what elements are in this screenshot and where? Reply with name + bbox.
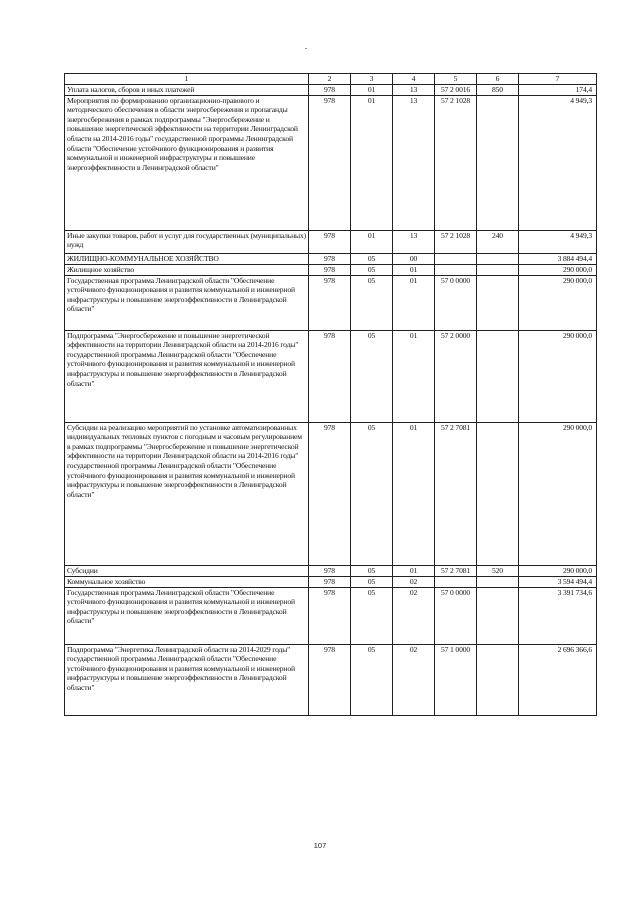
cell-ministry-code: 978 [309, 565, 351, 576]
cell-amount: 290 000,0 [519, 330, 597, 422]
row-name: Государственная программа Ленинградской области "Обеспечение устойчивого функционирования и развития коммунальной и инженерной инфраструктуры и повышение энергоэффективности в Ленинградской области" [65, 587, 309, 644]
row-name: Субсидии на реализацию мероприятий по установке автоматизированных индивидуальных тепловых пунктов с погодным и часовым регулированием в рамках подпрограммы "Энергосбережение и повышение энергетической эффективности на территории Ленинградской области на 2014-2016 годы" государственной программы Ленинградской области "Обеспечение устойчивого функционирования и развития коммунальной и инженерной инфраструктуры и повышение энергоэффективности в Ленинградской области" [65, 422, 309, 565]
row-name: Иные закупки товаров, работ и услуг для государственных (муниципальных) нужд [65, 230, 309, 253]
cell-subsection: 13 [393, 95, 435, 230]
cell-subsection: 01 [393, 264, 435, 275]
table-row [65, 275, 597, 330]
cell-expense-type [477, 95, 519, 230]
cell-ministry-code: 978 [309, 422, 351, 565]
cell-expense-type [477, 275, 519, 330]
row-name: Жилищное хозяйство [65, 264, 309, 275]
cell-ministry-code: 978 [309, 644, 351, 715]
column-number: 4 [393, 74, 435, 85]
cell-amount: 290 000,0 [519, 264, 597, 275]
cell-subsection: 13 [393, 230, 435, 253]
cell-subsection: 02 [393, 587, 435, 644]
column-number-row [65, 74, 597, 85]
cell-amount: 290 000,0 [519, 275, 597, 330]
cell-ministry-code: 978 [309, 330, 351, 422]
cell-expense-type: 520 [477, 565, 519, 576]
table-row [65, 587, 597, 644]
cell-target-article: 57 2 0016 [435, 84, 477, 95]
cell-expense-type [477, 330, 519, 422]
column-number: 6 [477, 74, 519, 85]
cell-expense-type [477, 253, 519, 264]
cell-subsection: 02 [393, 576, 435, 587]
row-name: Подпрограмма "Энергосбережение и повышение энергетической эффективности на территории Ленинградской области на 2014-2016 годы" государственной программы Ленинградской области "Обеспечение устойчивого функционирования и развития коммунальной и инженерной инфраструктуры и повышение энергоэффективности в Ленинградской области" [65, 330, 309, 422]
table-row [65, 95, 597, 230]
table-row [65, 264, 597, 275]
table-row [65, 422, 597, 565]
cell-subsection: 01 [393, 565, 435, 576]
column-number: 7 [519, 74, 597, 85]
cell-amount: 3 391 734,6 [519, 587, 597, 644]
cell-target-article: 57 2 1028 [435, 95, 477, 230]
cell-amount: 290 000,0 [519, 565, 597, 576]
row-name: Коммунальное хозяйство [65, 576, 309, 587]
cell-section: 05 [351, 422, 393, 565]
table-row [65, 330, 597, 422]
cell-target-article: 57 2 7081 [435, 422, 477, 565]
row-name: Уплата налогов, сборов и иных платежей [65, 84, 309, 95]
cell-target-article: 57 0 0000 [435, 587, 477, 644]
row-name: ЖИЛИЩНО-КОММУНАЛЬНОЕ ХОЗЯЙСТВО [65, 253, 309, 264]
cell-ministry-code: 978 [309, 587, 351, 644]
cell-target-article [435, 576, 477, 587]
column-number: 2 [309, 74, 351, 85]
cell-subsection: 01 [393, 275, 435, 330]
cell-expense-type: 240 [477, 230, 519, 253]
cell-ministry-code: 978 [309, 576, 351, 587]
column-number: 1 [65, 74, 309, 85]
cell-target-article [435, 253, 477, 264]
column-number: 5 [435, 74, 477, 85]
budget-table [64, 73, 597, 716]
cell-expense-type [477, 587, 519, 644]
cell-amount: 3 884 494,4 [519, 253, 597, 264]
cell-expense-type [477, 422, 519, 565]
cell-subsection: 00 [393, 253, 435, 264]
cell-ministry-code: 978 [309, 264, 351, 275]
cell-section: 05 [351, 330, 393, 422]
cell-section: 01 [351, 230, 393, 253]
cell-section: 05 [351, 644, 393, 715]
cell-section: 05 [351, 576, 393, 587]
cell-section: 05 [351, 253, 393, 264]
cell-expense-type [477, 644, 519, 715]
cell-target-article: 57 2 0000 [435, 330, 477, 422]
row-name: Субсидии [65, 565, 309, 576]
cell-section: 05 [351, 565, 393, 576]
cell-target-article: 57 1 0000 [435, 644, 477, 715]
cell-amount: 290 000,0 [519, 422, 597, 565]
scan-speck [305, 48, 307, 49]
table-row [65, 644, 597, 715]
cell-amount: 4 949,3 [519, 230, 597, 253]
cell-subsection: 13 [393, 84, 435, 95]
cell-section: 05 [351, 587, 393, 644]
table-row [65, 576, 597, 587]
cell-subsection: 02 [393, 644, 435, 715]
cell-target-article: 57 2 1028 [435, 230, 477, 253]
cell-expense-type [477, 576, 519, 587]
table-row [65, 565, 597, 576]
cell-section: 05 [351, 275, 393, 330]
cell-ministry-code: 978 [309, 253, 351, 264]
row-name: Мероприятия по формированию организационно-правового и методического обеспечения в области энергосбережения и пропаганды энергосбережения в рамках подпрограммы "Энергосбережение и повышение энергетической эффективности на территории Ленинградской области на 2014-2016 годы" государственной программы Ленинградской области "Обеспечение устойчивого функционирования и развития коммунальной и инженерной инфраструктуры и повышение энергоэффективности в Ленинградской области" [65, 95, 309, 230]
row-name: Подпрограмма "Энергетика Ленинградской области на 2014-2029 годы" государственной программы Ленинградской области "Обеспечение устойчивого функционирования и развития коммунальной и инженерной инфраструктуры и повышение энергоэффективности в Ленинградской области" [65, 644, 309, 715]
cell-amount: 174,4 [519, 84, 597, 95]
cell-target-article: 57 2 7081 [435, 565, 477, 576]
cell-ministry-code: 978 [309, 230, 351, 253]
column-number: 3 [351, 74, 393, 85]
cell-amount: 4 949,3 [519, 95, 597, 230]
cell-target-article: 57 0 0000 [435, 275, 477, 330]
table-row [65, 253, 597, 264]
cell-target-article [435, 264, 477, 275]
page-number: 107 [313, 841, 327, 850]
row-name: Государственная программа Ленинградской области "Обеспечение устойчивого функционирования и развития коммунальной и инженерной инфраструктуры и повышение энергоэффективности в Ленинградской области" [65, 275, 309, 330]
cell-amount: 2 696 366,6 [519, 644, 597, 715]
cell-ministry-code: 978 [309, 275, 351, 330]
table-row [65, 84, 597, 95]
cell-ministry-code: 978 [309, 95, 351, 230]
cell-section: 01 [351, 84, 393, 95]
cell-expense-type [477, 264, 519, 275]
cell-subsection: 01 [393, 330, 435, 422]
cell-ministry-code: 978 [309, 84, 351, 95]
cell-section: 05 [351, 264, 393, 275]
cell-section: 01 [351, 95, 393, 230]
table-row [65, 230, 597, 253]
cell-expense-type: 850 [477, 84, 519, 95]
cell-amount: 3 594 494,4 [519, 576, 597, 587]
cell-subsection: 01 [393, 422, 435, 565]
